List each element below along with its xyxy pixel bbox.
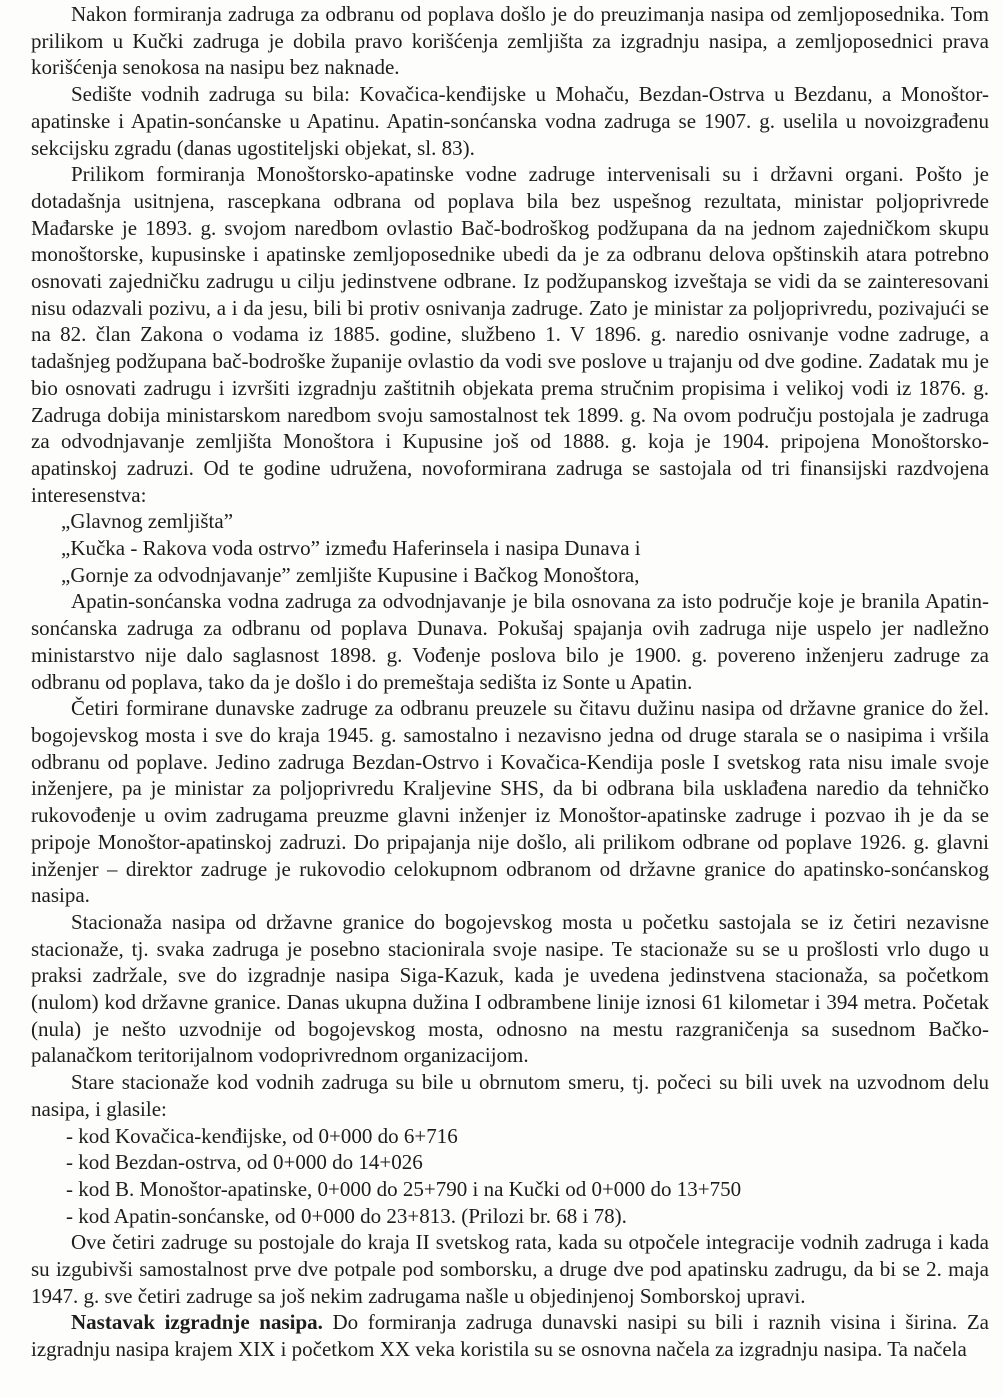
list-item: - kod B. Monoštor-apatinske, 0+000 do 25+790 i na Kučki od 0+000 do 13+750 — [66, 1176, 742, 1201]
list-item: „Gornje za odvodnjavanje” zemljište Kupusine i Bačkog Monoštora, — [61, 562, 640, 587]
paragraph: Ove četiri zadruge su postojale do kraja II svetskog rata, kada su otpočele integracije vodnih zadruga i kada su izgubivši samostalnost prve dve potpale pod somborsku, a druge dve pod apatinsku zadrugu, da bi se 2. maja 1947. g. sve četiri zadruge sa još nekim zadrugama našle u objedinjenoj Somborskoj upravi. — [31, 1230, 989, 1308]
section-paragraph — [31, 1309, 989, 1362]
list-item: „Glavnog zemljišta” — [61, 509, 234, 534]
list-item: „Kučka - Rakova voda ostrvo” između Haferinsela i nasipa Dunava i — [61, 536, 641, 561]
paragraph: Apatin-sonćanska vodna zadruga za odvodnjavanje je bila osnovana za isto područje koje je branila Apatin-sonćanska zadruga za odbranu od poplava Dunava. Pokušaj spajanja ovih zadruga nije uspelo jer nadležno ministarstvo nije dalo saglasnost 1898. g. Vođenje poslova bilo je 1900. g. povereno inženjeru zadruge za odbranu od poplava, tako da je došlo i do premeštaja sedišta iz Sonte u Apatin. — [31, 589, 989, 694]
paragraph: Sedište vodnih zadruga su bila: Kovačica-kenđijske u Mohaču, Bezdan-Ostrva u Bezdanu, a Monoštor-apatinske i Apatin-sonćanske u Apatinu. Apatin-sonćanska vodna zadruga se 1907. g. uselila u novoizgrađenu sekcijsku zgradu (danas ugostiteljski objekat, sl. 83). — [31, 82, 989, 160]
list-item: - kod Bezdan-ostrva, od 0+000 do 14+026 — [66, 1150, 423, 1175]
paragraph: Nakon formiranja zadruga za odbranu od poplava došlo je do preuzimanja nasipa od zemljoposednika. Tom prilikom u Kučki zadruga je dobila pravo korišćenja zemljišta za izgradnju nasipa, a zemljoposednici prava korišćenja senokosa na nasipu bez naknade. — [31, 2, 989, 80]
section-text: Do formiranja zadruga dunavski nasipi su bili i raznih visina i širina. Za izgradnju nasipa krajem XIX i početkom XX veka koristila su se osnovna načela za izgradnju nasipa. Ta načela — [31, 1310, 989, 1362]
paragraph: Stacionaža nasipa od državne granice do bogojevskog mosta u početku sastojala se iz četiri nezavisne stacionaže, tj. svaka zadruga je posebno stacionirala svoje nasipe. Te stacionaže su se u prošlosti vrlo dugo u praksi zadržale, sve do izgradnje nasipa Siga-Kazuk, kada je uvedena jedinstvena stacionaža, sa početkom (nulom) kod državne granice. Danas ukupna dužina I odbrambene linije iznosi 61 kilometar i 394 metra. Početak (nula) je nešto uzvodnije od bogojevskog mosta, odnosno na mestu razgraničenja sa susednom Bačko-palanačkom teritorijalnom vodoprivrednom organizacijom. — [31, 909, 989, 1068]
paragraph: Stare stacionaže kod vodnih zadruga su bile u obrnutom smeru, tj. počeci su bili uvek na uzvodnom delu nasipa, i glasile: — [31, 1070, 989, 1121]
paragraph: Četiri formirane dunavske zadruge za odbranu preuzele su čitavu dužinu nasipa od državne granice do žel. bogojevskog mosta i sve do kraja 1945. g. samostalno i nezavisno jedna od druge starala se o nasipima i vršila odbranu od poplave. Jedino zadruga Bezdan-Ostrvo i Kovačica-Kendija posle I svetskog rata nisu imale svoje inženjere, pa je ministar za poljoprivredu Kraljevine SHS, da bi odbrana bila usklađena naredio da tehničko rukovođenje u ovim zadrugama preuzme glavni inženjer iz Monoštor-apatinske zadruge i pozvao ih je da se pripoje Monoštor-apatinskoj zadruzi. Do pripajanja nije došlo, ali prilikom odbrane od poplave 1926. g. glavni inženjer – direktor zadruge je rukovodio celokupnom odbranom od državne granice do apatinsko-sonćanskog nasipa. — [31, 696, 989, 908]
document-body — [31, 1, 989, 1363]
section-heading: Nastavak izgradnje nasipa. — [71, 1310, 323, 1335]
list-item: - kod Apatin-sonćanske, od 0+000 do 23+813. (Prilozi br. 68 i 78). — [66, 1203, 627, 1228]
paragraph: Prilikom formiranja Monoštorsko-apatinske vodne zadruge intervenisali su i državni organi. Pošto je dotadašnja usitnjena, rascepkana odbrana od poplava bila bez uspešnog rezultata, ministar poljoprivrede Mađarske je 1893. g. svojom naredbom ovlastio Bač-bodroškog podžupana da na jednom zajedničkom skupu monoštorske, kupusinske i apatinske zemljoposednike ubedi da je za odbranu delova opštinskih atara potrebno osnovati zajedničku zadrugu u cilju jedinstvene odbrane. Iz podžupanskog izveštaja se vidi da se zainteresovani nisu odazvali pozivu, a i da jesu, bili bi protiv osnivanja zadruge. Zato je ministar za poljoprivredu, pozivajući se na 82. član Zakona o vodama iz 1885. godine, službeno 1. V 1896. g. naredio osnivanje vodne zadruge, a tadašnjeg podžupana bač-bodroške županije ovlastio da vodi sve poslove u trajanju od dve godine. Zadatak mu je bio osnovati zadrugu i izvršiti izgradnju zaštitnih objekata prema stručnim propisima i velikoj vodi iz 1876. g. Zadruga dobija ministarskom naredbom svoju samostalnost tek 1899. g. Na ovom području postojala je zadruga za odvodnjavanje zemljišta Monoštora i Kupusine još od 1888. g. koja je 1904. pripojena Monoštorsko-apatinskoj zadruzi. Od te godine udružena, novoformirana zadruga se sastojala od tri finansijski razdvojena interesenstva: — [31, 162, 989, 507]
list-item: - kod Kovačica-kenđijske, od 0+000 do 6+716 — [66, 1123, 458, 1148]
